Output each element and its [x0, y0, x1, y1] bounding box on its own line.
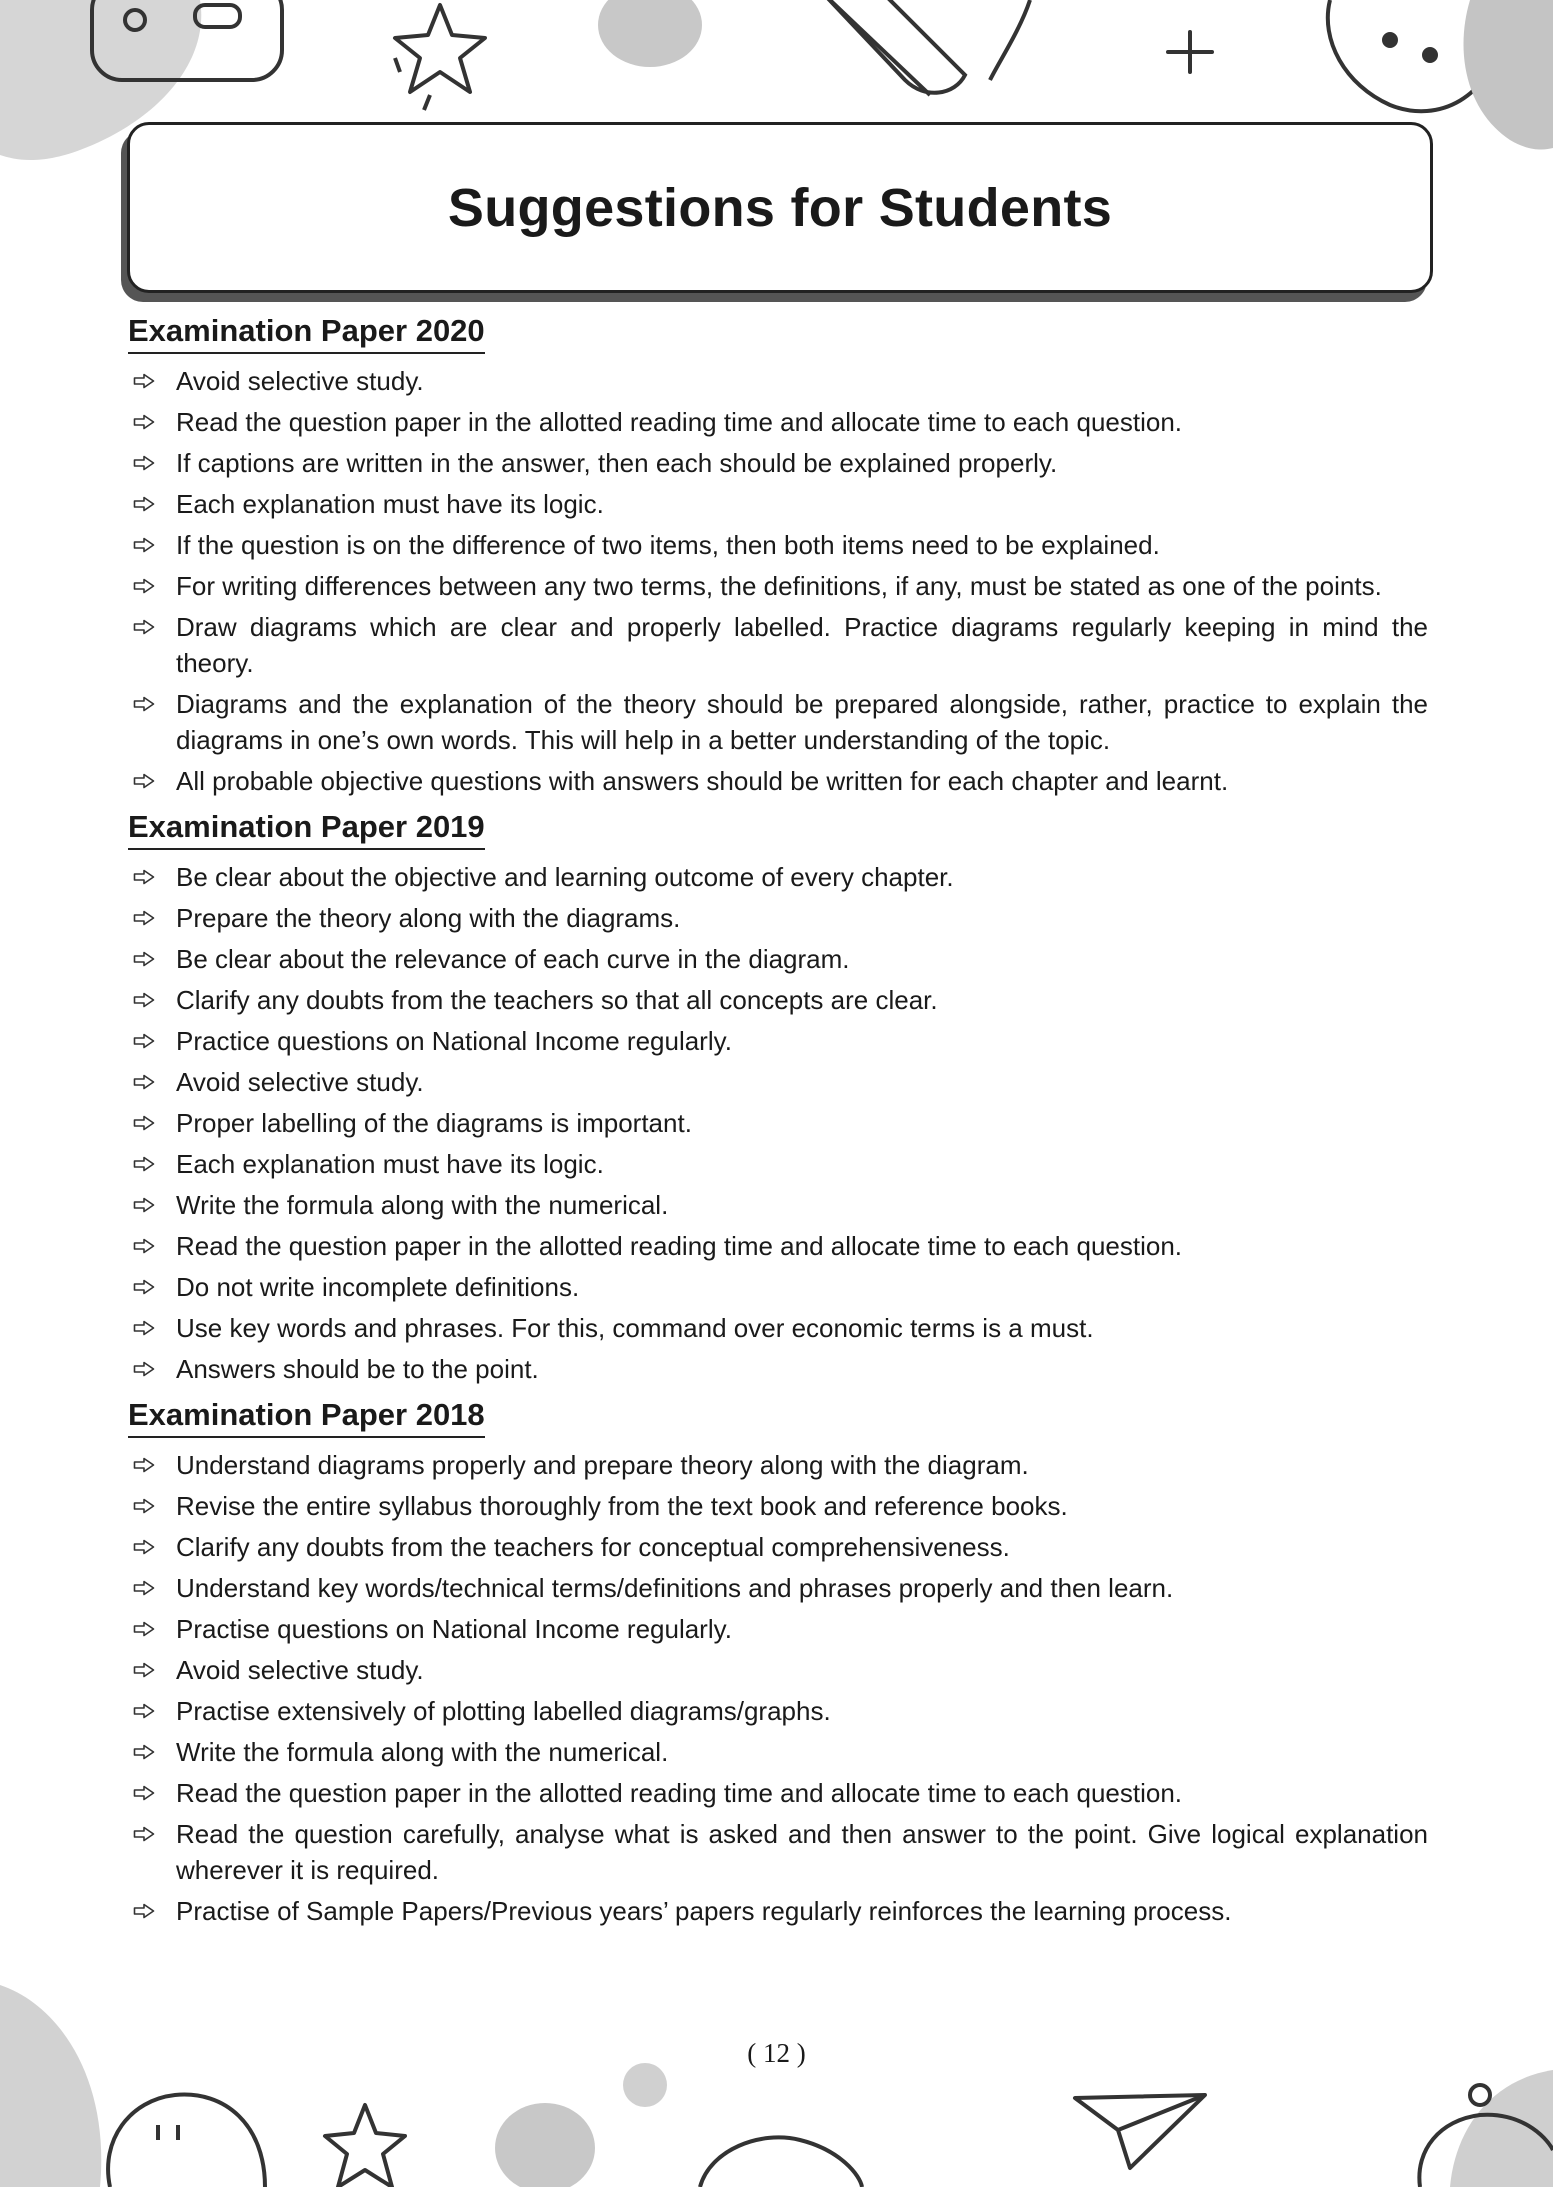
list-item: [128, 1488, 1428, 1524]
arrow-bullet-icon: [130, 1775, 158, 1811]
corner-blob-icon: [1463, 0, 1553, 150]
list-item-text: Practise of Sample Papers/Previous years’ papers regularly reinforces the learning process.: [176, 1896, 1232, 1926]
list-item: [128, 859, 1428, 895]
list-item: [128, 1775, 1428, 1811]
list-item: [128, 404, 1428, 440]
arrow-bullet-icon: [130, 486, 158, 522]
arrow-bullet-icon: [130, 1351, 158, 1387]
backpack-icon: [92, 0, 282, 80]
list-item-text: Understand key words/technical terms/definitions and phrases properly and then learn.: [176, 1573, 1174, 1603]
suggestions-content: [128, 313, 1428, 1939]
list-item-text: Proper labelling of the diagrams is important.: [176, 1108, 692, 1138]
arrow-bullet-icon: [130, 1228, 158, 1264]
arrow-bullet-icon: [130, 1570, 158, 1606]
list-item: [128, 941, 1428, 977]
list-item: [128, 686, 1428, 758]
arrow-bullet-icon: [130, 609, 158, 645]
list-item-text: Use key words and phrases. For this, command over economic terms is a must.: [176, 1313, 1094, 1343]
section-heading: Examination Paper 2020: [128, 313, 485, 354]
arrow-bullet-icon: [130, 1269, 158, 1305]
arrow-bullet-icon: [130, 1611, 158, 1647]
list-item-text: Avoid selective study.: [176, 366, 424, 396]
list-item-text: All probable objective questions with answers should be written for each chapter and learnt.: [176, 766, 1229, 796]
list-item-text: Revise the entire syllabus thoroughly from the text book and reference books.: [176, 1491, 1068, 1521]
list-item: [128, 1351, 1428, 1387]
suggestion-list: [128, 363, 1428, 799]
arrow-bullet-icon: [130, 1064, 158, 1100]
list-item-text: If the question is on the difference of two items, then both items need to be explained.: [176, 530, 1160, 560]
arrow-bullet-icon: [130, 763, 158, 799]
face-doodle-icon: [108, 2095, 265, 2187]
arrow-bullet-icon: [130, 1652, 158, 1688]
arrow-bullet-icon: [130, 1816, 158, 1852]
list-item: [128, 900, 1428, 936]
title-banner: [127, 122, 1433, 293]
list-item-text: Read the question paper in the allotted reading time and allocate time to each question.: [176, 1231, 1183, 1261]
list-item: [128, 1611, 1428, 1647]
arrow-bullet-icon: [130, 1693, 158, 1729]
list-item: [128, 445, 1428, 481]
list-item-text: Practise extensively of plotting labelled diagrams/graphs.: [176, 1696, 831, 1726]
list-item: [128, 1652, 1428, 1688]
list-item-text: Practise questions on National Income regularly.: [176, 1614, 732, 1644]
list-item-text: Read the question carefully, analyse what is asked and then answer to the point. Give logical explanation wherever it is required.: [176, 1819, 1428, 1885]
plus-doodle-icon: [1168, 32, 1212, 72]
list-item-text: Read the question paper in the allotted reading time and allocate time to each question.: [176, 1778, 1183, 1808]
list-item: [128, 486, 1428, 522]
arrow-bullet-icon: [130, 1447, 158, 1483]
arrow-bullet-icon: [130, 363, 158, 399]
arrow-bullet-icon: [130, 859, 158, 895]
list-item-text: Write the formula along with the numerical.: [176, 1737, 669, 1767]
dot-icon: [623, 2063, 667, 2107]
corner-blob-icon: [0, 1985, 101, 2187]
list-item: [128, 609, 1428, 681]
list-item-text: Write the formula along with the numerical.: [176, 1190, 669, 1220]
arrow-bullet-icon: [130, 1488, 158, 1524]
list-item: [128, 1187, 1428, 1223]
robot-doodle-icon: [1419, 2085, 1553, 2187]
arrow-bullet-icon: [130, 1529, 158, 1565]
list-item: [128, 1228, 1428, 1264]
arrow-bullet-icon: [130, 982, 158, 1018]
section-2020: [128, 313, 1428, 799]
blob-icon: [598, 0, 702, 67]
page-number: ( 12 ): [747, 2038, 806, 2068]
arrow-bullet-icon: [130, 445, 158, 481]
list-item: [128, 763, 1428, 799]
section-heading: Examination Paper 2018: [128, 1397, 485, 1438]
section-2018: [128, 1397, 1428, 1929]
arrow-bullet-icon: [130, 1105, 158, 1141]
list-item: [128, 1734, 1428, 1770]
arrow-bullet-icon: [130, 900, 158, 936]
list-item: [128, 1893, 1428, 1929]
list-item: [128, 527, 1428, 563]
arrow-bullet-icon: [130, 1893, 158, 1929]
list-item-text: Avoid selective study.: [176, 1067, 424, 1097]
list-item: [128, 1310, 1428, 1346]
section-2019: [128, 809, 1428, 1387]
arrow-bullet-icon: [130, 568, 158, 604]
list-item-text: Be clear about the objective and learning outcome of every chapter.: [176, 862, 954, 892]
list-item-text: Be clear about the relevance of each curve in the diagram.: [176, 944, 850, 974]
list-item: [128, 982, 1428, 1018]
list-item-text: Draw diagrams which are clear and properly labelled. Practice diagrams regularly keeping in mind the theory.: [176, 612, 1428, 678]
list-item-text: Understand diagrams properly and prepare theory along with the diagram.: [176, 1450, 1029, 1480]
list-item: [128, 1570, 1428, 1606]
arrow-bullet-icon: [130, 686, 158, 722]
list-item: [128, 568, 1428, 604]
arrow-bullet-icon: [130, 941, 158, 977]
list-item-text: Do not write incomplete definitions.: [176, 1272, 580, 1302]
list-item-text: Answers should be to the point.: [176, 1354, 539, 1384]
list-item-text: Clarify any doubts from the teachers for conceptual comprehensiveness.: [176, 1532, 1010, 1562]
arrow-bullet-icon: [130, 1310, 158, 1346]
paper-plane-icon: [1075, 2095, 1205, 2168]
section-heading: Examination Paper 2019: [128, 809, 485, 850]
arrow-bullet-icon: [130, 1023, 158, 1059]
character-doodle-icon: [1328, 0, 1505, 111]
list-item: [128, 1447, 1428, 1483]
list-item: [128, 363, 1428, 399]
list-item-text: Avoid selective study.: [176, 1655, 424, 1685]
list-item-text: If captions are written in the answer, then each should be explained properly.: [176, 448, 1058, 478]
corner-blob-icon: [1450, 2070, 1553, 2187]
blob-icon: [495, 2103, 595, 2187]
arrow-bullet-icon: [130, 404, 158, 440]
list-item-text: Prepare the theory along with the diagrams.: [176, 903, 681, 933]
star-doodle-icon: [325, 2105, 405, 2187]
page-title: Suggestions for Students: [447, 177, 1113, 238]
arrow-bullet-icon: [130, 1734, 158, 1770]
list-item-text: Each explanation must have its logic.: [176, 1149, 604, 1179]
list-item-text: Diagrams and the explanation of the theory should be prepared alongside, rather, practice to explain the diagrams in one’s own words. This will help in a better understanding of the topic.: [176, 689, 1428, 755]
list-item-text: Read the question paper in the allotted reading time and allocate time to each question.: [176, 407, 1183, 437]
list-item-text: Clarify any doubts from the teachers so that all concepts are clear.: [176, 985, 938, 1015]
suggestion-list: [128, 859, 1428, 1387]
pencil-doodle-icon: [820, 0, 965, 95]
list-item: [128, 1105, 1428, 1141]
list-item-text: For writing differences between any two terms, the definitions, if any, must be stated as one of the points.: [176, 571, 1382, 601]
arrow-bullet-icon: [130, 1187, 158, 1223]
list-item: [128, 1146, 1428, 1182]
list-item-text: Each explanation must have its logic.: [176, 489, 604, 519]
list-item: [128, 1023, 1428, 1059]
star-doodle-icon: [395, 5, 485, 110]
list-item: [128, 1693, 1428, 1729]
arrow-bullet-icon: [130, 1146, 158, 1182]
suggestion-list: [128, 1447, 1428, 1929]
arrow-bullet-icon: [130, 527, 158, 563]
list-item: [128, 1816, 1428, 1888]
list-item: [128, 1269, 1428, 1305]
list-item-text: Practice questions on National Income regularly.: [176, 1026, 732, 1056]
list-item: [128, 1064, 1428, 1100]
list-item: [128, 1529, 1428, 1565]
